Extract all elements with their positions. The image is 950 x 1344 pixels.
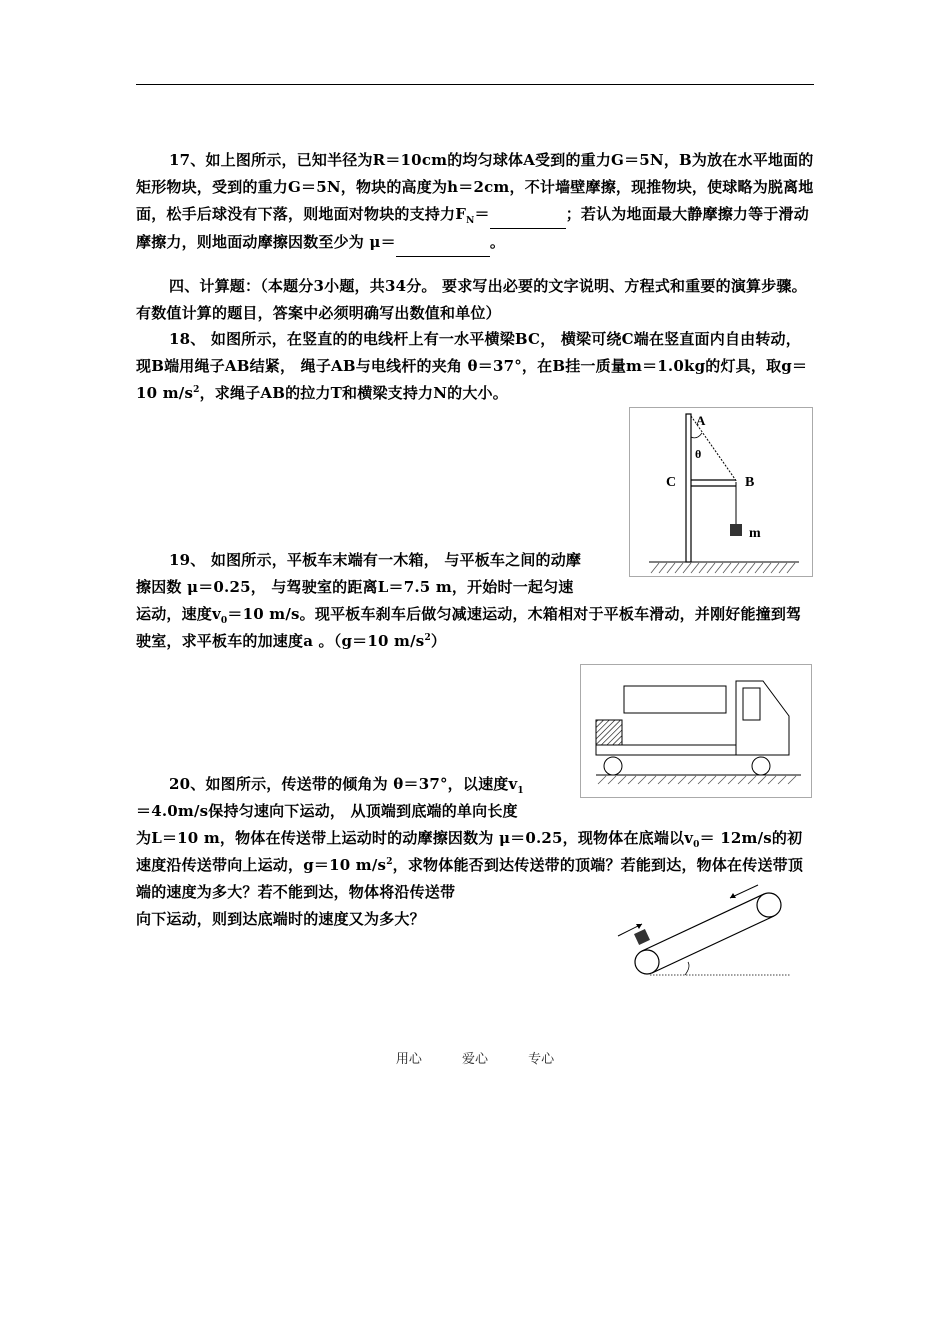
road-hatching — [598, 776, 796, 784]
wooden-box — [596, 720, 622, 745]
figure-pole-beam — [629, 407, 813, 577]
footer-item: 专心 — [528, 1052, 555, 1067]
label-a: A — [696, 413, 706, 428]
pole — [686, 414, 691, 562]
incline-angle-arc — [685, 962, 689, 975]
page-footer — [0, 1048, 950, 1067]
label-theta: θ — [695, 447, 702, 461]
footer-item: 用心 — [395, 1052, 422, 1067]
label-b: B — [745, 475, 755, 490]
answer-blank-friction-coefficient — [396, 229, 490, 257]
figure-frame — [630, 408, 813, 577]
angle-arc — [691, 433, 702, 438]
cargo-panel — [624, 686, 726, 713]
label-m: m — [749, 526, 761, 541]
question-19-rest: 运动，速度$v_0=10$ m/s。现平板车刹车后做匀减速运动，木箱相对于平板车滑动，并刚好能撞到驾驶室，求平板车的加速度a 。（g＝10 $m/s^2$） — [136, 605, 802, 650]
answer-blank-normal-force — [490, 201, 566, 229]
cab-window — [743, 688, 760, 720]
lower-pulley — [635, 950, 659, 974]
front-wheel — [752, 757, 770, 775]
question-19-line-2: 擦因数 μ＝0.25， 与驾驶室的距离L＝7.5 m，开始时一起匀速 — [136, 578, 574, 596]
figure-truck — [580, 664, 812, 798]
header-rule — [136, 84, 814, 85]
question-19-line-1: 19、 如图所示，平板车末端有一木箱， 与平板车之间的动摩 — [169, 551, 582, 569]
rear-wheel — [604, 757, 622, 775]
question-20-line-1: 20、如图所示，传送带的倾角为 θ＝37°，以速度$v_1$ — [169, 775, 524, 796]
conveyor-block — [634, 929, 650, 945]
label-c: C — [666, 475, 677, 490]
question-20-last-line: 向下运动，则到达底端时的速度又为多大？ — [136, 910, 425, 928]
footer-item: 爱心 — [461, 1052, 488, 1067]
question-20-rest: 为L＝10 m，物体在传送带上运动时的动摩擦因数为 μ＝0.25，现物体在底端以$v_0= 12m/s$的初速度沿传送带向上运动，g＝10 $m/s^2$，求物体能否到达传送带的顶端？若能到达，物体在传送带顶端的速度为多大？若不能到达，物体将沿传送带 — [136, 829, 804, 901]
belt-top — [642, 894, 764, 951]
question-18: 18、 如图所示，在竖直的的电线杆上有一水平横梁BC， 横梁可绕C端在竖直面内自由转动，现B端用绳子AB结紧， 绳子AB与电线杆的夹角 θ＝37°，在B挂一质量m＝1.0kg的灯具，取g＝10 $m/s^2$，求绳子AB的拉力T和横梁支持力N的大小。 — [136, 330, 808, 402]
section-4-heading: 四、计算题：（本题分3小题，共34分。 要求写出必要的文字说明、方程式和重要的演算步骤。有数值计算的题目，答案中必须明确写出数值和单位） — [136, 277, 807, 322]
mass-block — [730, 524, 742, 536]
ground-hatching — [651, 563, 795, 573]
flatbed — [596, 745, 736, 755]
belt-bottom — [652, 916, 774, 973]
upper-pulley — [757, 893, 781, 917]
question-20-line-2: ＝4.0m/s保持匀速向下运动， 从顶端到底端的单向长度 — [136, 802, 518, 820]
question-17: 17、如上图所示，已知半径为R＝10cm的均匀球体A受到的重力G＝5N，B为放在水平地面的矩形物块，受到的重力G＝5N，物块的高度为h＝2cm，不计墙壁摩擦，现推物块，使球略为脱离地面，松手后球没有下落，则地面对物块的支持力$F_N=$ ；若认为地面最大静摩擦力等于滑动摩擦力，则地面动摩擦因数至少为 μ＝ 。 — [136, 147, 814, 257]
figure-conveyor — [610, 880, 794, 980]
